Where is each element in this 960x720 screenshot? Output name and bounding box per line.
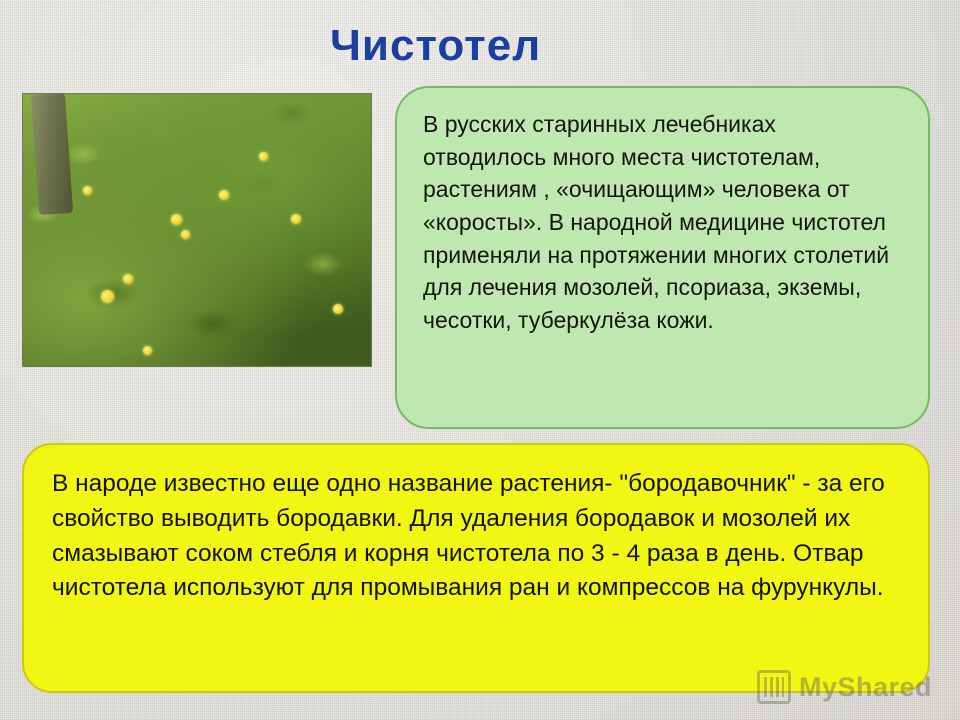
- yellow-callout: [22, 443, 930, 693]
- photo-flower: [123, 274, 133, 284]
- yellow-callout-text: В народе известно еще одно название растения- "бородавочник" - за его свойство выводить бородавки. Для удаления бородавок и мозолей их смазывают соком стебля и корня чистотела по 3 - 4 раза в день. Отвар чистотела используют для промывания ран и компрессов на фурункулы.: [52, 470, 885, 602]
- watermark: [757, 670, 932, 704]
- green-callout: [395, 86, 930, 429]
- photo-flower: [143, 346, 152, 355]
- presentation-icon: [757, 670, 791, 704]
- photo-flower: [171, 214, 182, 225]
- photo-flower: [181, 230, 190, 239]
- watermark-label: MyShared: [798, 671, 932, 702]
- photo-flower: [291, 214, 301, 224]
- page-title: Чистотел: [330, 21, 542, 70]
- photo-flower: [333, 304, 343, 314]
- photo-flower: [219, 190, 229, 200]
- green-callout-text: В русских старинных лечебниках отводилось много места чистотелам, растениям , «очищающим» человека от «коросты». В народной медицине чистотел применяли на протяжении многих столетий для лечения мозолей, псориаза, экземы, чесотки, туберкулёза кожи.: [423, 111, 890, 333]
- celandine-plant-photo: [22, 93, 372, 367]
- photo-flower: [259, 152, 268, 161]
- photo-foliage: [23, 94, 371, 366]
- photo-flower: [101, 290, 114, 303]
- photo-flower: [83, 186, 92, 195]
